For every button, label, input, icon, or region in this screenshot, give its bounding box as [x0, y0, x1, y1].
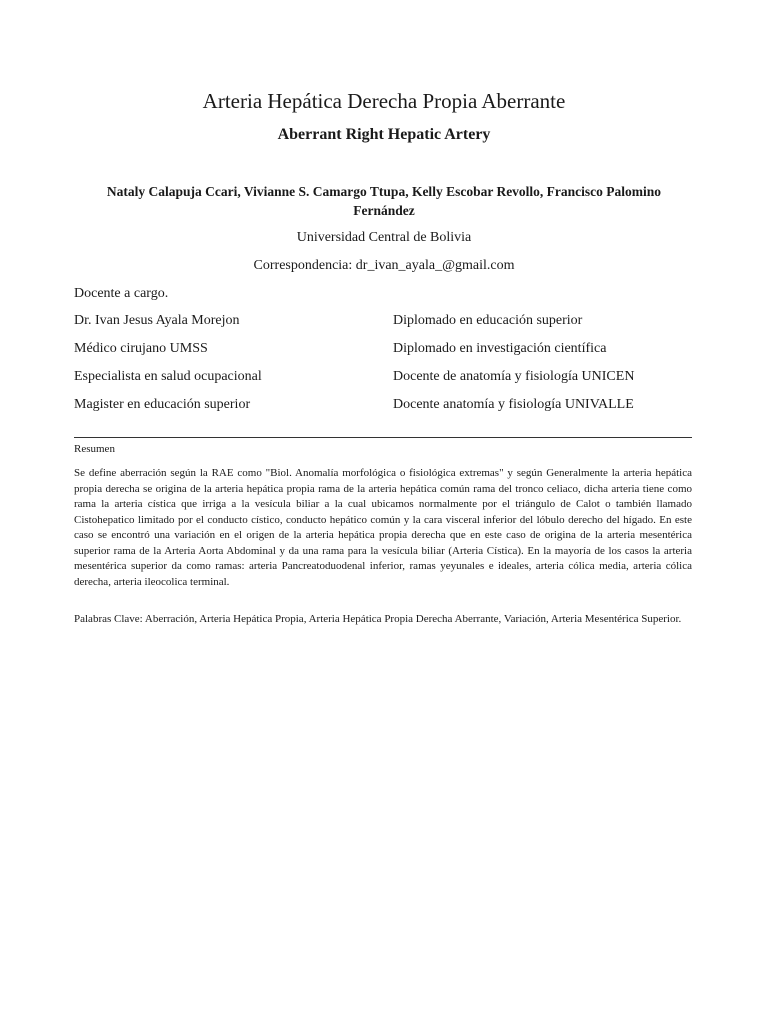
- correspondence-line: Correspondencia: dr_ivan_ayala_@gmail.com: [253, 258, 515, 273]
- docente-label: Docente a cargo.: [74, 286, 169, 301]
- affiliation: Universidad Central de Bolivia: [296, 230, 472, 245]
- resumen-heading: Resumen: [74, 443, 115, 455]
- credentials-table: [74, 312, 694, 424]
- credential-right: Docente de anatomía y fisiología UNICEN: [393, 369, 635, 384]
- paper-subtitle: Aberrant Right Hepatic Artery: [277, 126, 491, 143]
- section-divider: [74, 437, 692, 438]
- paper-title: Arteria Hepática Derecha Propia Aberrante: [202, 89, 566, 113]
- keywords-text: Palabras Clave: Aberración, Arteria Hepática Propia, Arteria Hepática Propia Derecha Aberrante, Variación, Arteria Mesentérica Superior.: [74, 613, 682, 625]
- credential-right: Diplomado en educación superior: [393, 313, 583, 328]
- credential-left: Magister en educación superior: [74, 397, 251, 412]
- credential-right: Docente anatomía y fisiología UNIVALLE: [393, 397, 634, 412]
- credential-left: Dr. Ivan Jesus Ayala Morejon: [74, 313, 240, 328]
- credential-row: [74, 312, 694, 340]
- credential-row: [74, 368, 694, 396]
- credential-right: Diplomado en investigación científica: [393, 341, 607, 356]
- credential-left: Especialista en salud ocupacional: [74, 369, 262, 384]
- credential-left: Médico cirujano UMSS: [74, 341, 208, 356]
- abstract-text: Se define aberración según la RAE como "Biol. Anomalía morfológica o fisiológica extremas" y según Generalmente la arteria hepática propia derecha se origina de la arteria hepática propia rama de la arteria hepática común rama del tronco celiaco, dicha arteria tiene como rama la arteria cística que irriga a la vesícula biliar a la cual ubicamos normalmente por el triángulo de Calot o también llamado Cistohepatico limitado por el conducto cístico, conducto hepático común y la cara visceral inferior del lóbulo derecho del hígado. En este caso se encontró una variación en el origen de la arteria hepática propia derecha que en este caso de origina de la arteria mesentérica superior rama de la Arteria Aorta Abdominal y da una rama para la vesícula biliar (Arteria Cística). En la mayoría de los casos la arteria mesentérica superior da como ramas: arteria Pancreatoduodenal inferior, ramas yeyunales e ideales, arteria cólica media, arteria cólica derecha, arteria ileocolica terminal.: [74, 467, 692, 588]
- author-list: Nataly Calapuja Ccari, Vivianne S. Camargo Ttupa, Kelly Escobar Revollo, Francisco Palomino Fernández: [106, 184, 662, 218]
- credential-row: [74, 396, 694, 424]
- credential-row: [74, 340, 694, 368]
